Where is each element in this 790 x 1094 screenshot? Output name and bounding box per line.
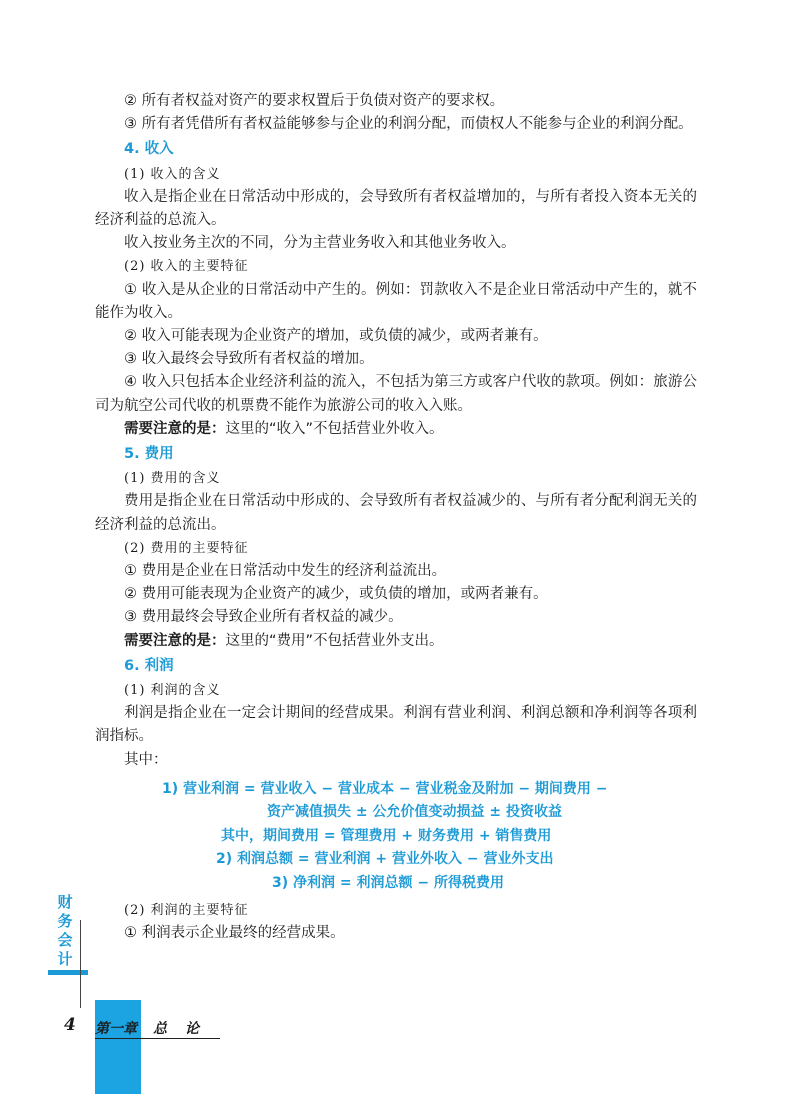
paragraph: ③ 所有者凭借所有者权益能够参与企业的利润分配，而债权人不能参与企业的利润分配。	[124, 116, 693, 133]
note-paragraph	[95, 418, 697, 441]
paragraph: ④ 收入只包括本企业经济利益的流入，不包括为第三方或客户代收的款项。例如：旅游公司为航空公司代收的机票费不能作为旅游公司的收入入账。	[95, 374, 697, 414]
section-heading-revenue: 4. 收入	[124, 141, 174, 158]
subheading: (1) 收入的含义	[124, 166, 221, 182]
note-text: 这里的“收入”不包括营业外收入。	[225, 420, 444, 437]
margin-divider	[80, 920, 81, 1008]
paragraph: 利润是指企业在一定会计期间的经营成果。利润有营业利润、利润总额和净利润等各项利润指标。	[95, 705, 697, 745]
side-book-title	[54, 893, 76, 969]
side-char: 计	[57, 950, 73, 968]
subheading: (1) 费用的含义	[124, 471, 221, 487]
paragraph: ③ 收入最终会导致所有者权益的增加。	[124, 351, 374, 368]
subheading: (1) 利润的含义	[124, 683, 221, 699]
paragraph: 收入按业务主次的不同，分为主营业务收入和其他业务收入。	[124, 235, 516, 252]
paragraph: ① 利润表示企业最终的经营成果。	[124, 925, 345, 942]
paragraph: ② 所有者权益对资产的要求权置后于负债对资产的要求权。	[124, 93, 505, 109]
formula-line: 其中，期间费用 = 管理费用 + 财务费用 + 销售费用	[221, 827, 552, 844]
subheading: (2) 利润的主要特征	[124, 902, 249, 918]
paragraph: 收入是指企业在日常活动中形成的，会导致所有者权益增加的，与所有者投入资本无关的经济利益的总流入。	[95, 188, 697, 229]
formula-line: 2) 利润总额 = 营业利润 + 营业外收入 − 营业外支出	[216, 851, 554, 868]
formula-block	[95, 778, 697, 895]
paragraph: 费用是指企业在日常活动中形成的、会导致所有者权益减少的、与所有者分配利润无关的经济利益的总流出。	[95, 493, 697, 533]
subheading: (2) 收入的主要特征	[124, 259, 249, 275]
paragraph: 其中：	[124, 751, 168, 768]
side-char: 会	[57, 931, 73, 949]
paragraph: ① 费用是企业在日常活动中发生的经济利益流出。	[124, 563, 447, 580]
side-accent-bar	[48, 970, 88, 975]
note-text: 这里的“费用”不包括营业外支出。	[225, 632, 444, 649]
section-heading-profit: 6. 利润	[124, 657, 174, 674]
side-char: 财	[57, 893, 73, 911]
page-content	[95, 90, 697, 945]
note-paragraph	[95, 630, 697, 653]
page-tab-block	[95, 1000, 141, 1094]
page-number: 4	[64, 1015, 76, 1035]
paragraph: ① 收入是从企业的日常活动中产生的。例如：罚款收入不是企业日常活动中产生的，就不能作为收入。	[95, 281, 697, 321]
chapter-title: 总论	[153, 1021, 217, 1037]
section-heading-expense: 5. 费用	[124, 446, 174, 463]
chapter-footer	[95, 1018, 220, 1039]
note-label: 需要注意的是：	[124, 632, 226, 649]
formula-line: 资产减值损失 ± 公允价值变动损益 ± 投资收益	[267, 804, 562, 821]
chapter-label: 第一章	[95, 1021, 137, 1037]
paragraph: ③ 费用最终会导致企业所有者权益的减少。	[124, 609, 403, 626]
subheading: (2) 费用的主要特征	[124, 540, 249, 556]
formula-line: 1) 营业利润 = 营业收入 − 营业成本 − 营业税金及附加 − 期间费用 −	[162, 780, 608, 797]
paragraph: ② 收入可能表现为企业资产的增加，或负债的减少，或两者兼有。	[124, 328, 548, 345]
side-char: 务	[57, 912, 73, 930]
note-label: 需要注意的是：	[124, 420, 226, 437]
paragraph: ② 费用可能表现为企业资产的减少，或负债的增加，或两者兼有。	[124, 586, 548, 603]
formula-line: 3) 净利润 = 利润总额 − 所得税费用	[272, 874, 504, 891]
